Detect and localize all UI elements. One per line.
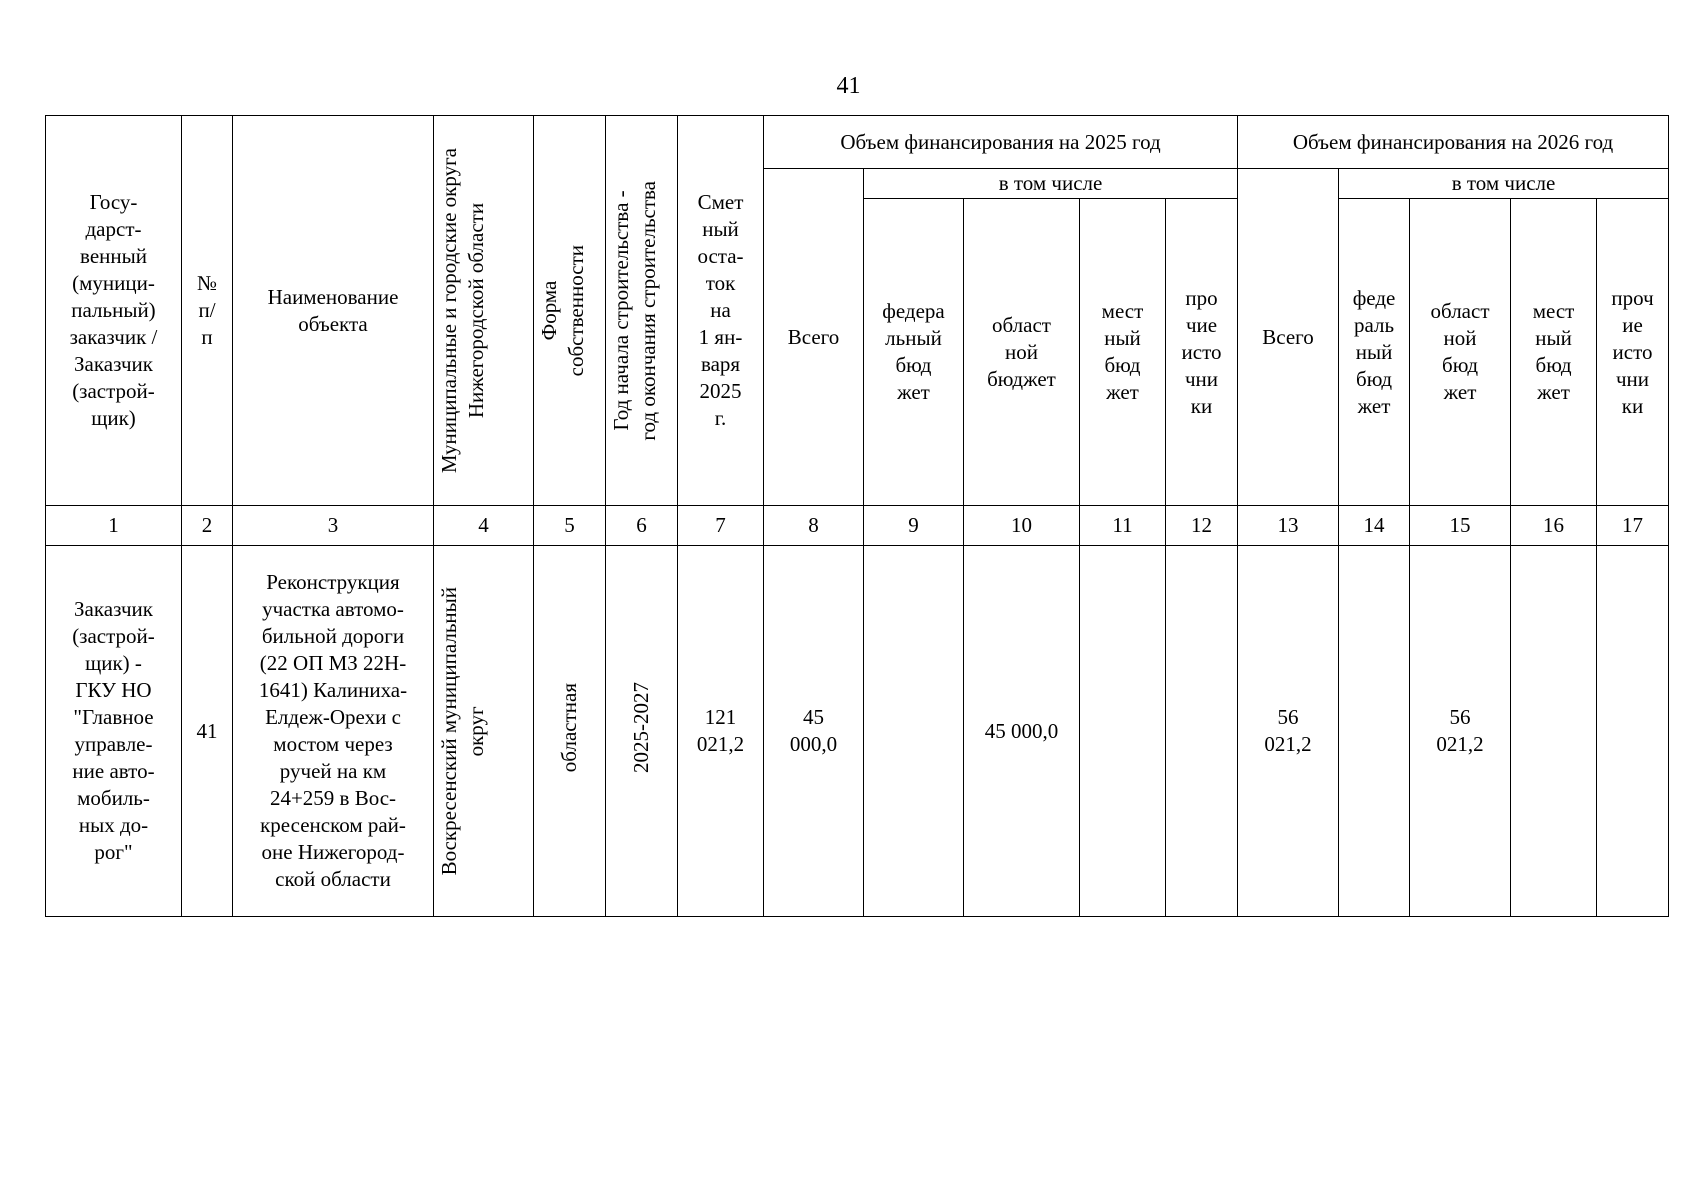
header-financing-2026: Объем финансирования на 2026 год <box>1238 116 1669 169</box>
header-ownership: Форма собственности <box>534 116 606 506</box>
column-number: 8 <box>764 506 864 546</box>
cell-total-2025: 45 000,0 <box>764 546 864 917</box>
header-number: № п/ п <box>182 116 233 506</box>
header-row-1 <box>46 116 1669 169</box>
header-regional-2025: област ной бюджет <box>964 199 1080 506</box>
header-customer: Госу- дарст- венный (муници- пальный) заказчик / Заказчик (застрой- щик) <box>46 116 182 506</box>
column-number: 14 <box>1339 506 1410 546</box>
financing-table <box>45 115 1669 917</box>
header-federal-2026: феде раль ный бюд жет <box>1339 199 1410 506</box>
header-financing-2025: Объем финансирования на 2025 год <box>764 116 1238 169</box>
column-number: 4 <box>434 506 534 546</box>
header-object-name: Наименование объекта <box>233 116 434 506</box>
cell-local-2026 <box>1511 546 1597 917</box>
cell-local-2025 <box>1080 546 1166 917</box>
header-district: Муниципальные и городские округа Нижегородской области <box>434 116 534 506</box>
cell-district: Воскресенский муниципальный округ <box>434 546 534 917</box>
cell-customer: Заказчик (застрой- щик) - ГКУ НО "Главное управле- ние авто- мобиль- ных до- рог" <box>46 546 182 917</box>
header-including-2025: в том числе <box>864 169 1238 199</box>
header-local-2026: мест ный бюд жет <box>1511 199 1597 506</box>
header-total-2026: Всего <box>1238 169 1339 506</box>
cell-regional-2026: 56 021,2 <box>1410 546 1511 917</box>
header-regional-2026: област ной бюд жет <box>1410 199 1511 506</box>
cell-other-2025 <box>1166 546 1238 917</box>
header-years: Год начала строительства - год окончания строительства <box>606 116 678 506</box>
column-number: 2 <box>182 506 233 546</box>
cell-federal-2026 <box>1339 546 1410 917</box>
cell-federal-2025 <box>864 546 964 917</box>
column-number: 10 <box>964 506 1080 546</box>
page-number: 41 <box>836 73 861 99</box>
header-other-2026: проч ие исто чни ки <box>1597 199 1669 506</box>
cell-total-2026: 56 021,2 <box>1238 546 1339 917</box>
cell-ownership: областная <box>534 546 606 917</box>
column-number: 13 <box>1238 506 1339 546</box>
cell-object-name: Реконструкция участка автомо- бильной дороги (22 ОП МЗ 22Н- 1641) Калиниха- Елдеж-Орехи с мостом через ручей на км 24+259 в Вос- кресенском рай- оне Нижегород- ской области <box>233 546 434 917</box>
header-local-2025: мест ный бюд жет <box>1080 199 1166 506</box>
header-estimated-balance: Смет ный оста- ток на 1 ян- варя 2025 г. <box>678 116 764 506</box>
header-total-2025: Всего <box>764 169 864 506</box>
column-number: 16 <box>1511 506 1597 546</box>
header-federal-2025: федера льный бюд жет <box>864 199 964 506</box>
header-other-2025: про чие исто чни ки <box>1166 199 1238 506</box>
header-including-2026: в том числе <box>1339 169 1669 199</box>
column-number: 5 <box>534 506 606 546</box>
cell-other-2026 <box>1597 546 1669 917</box>
cell-number: 41 <box>182 546 233 917</box>
column-number: 1 <box>46 506 182 546</box>
column-number: 7 <box>678 506 764 546</box>
column-number: 9 <box>864 506 964 546</box>
column-number: 6 <box>606 506 678 546</box>
column-number: 12 <box>1166 506 1238 546</box>
column-number-row <box>46 506 1669 546</box>
column-number: 11 <box>1080 506 1166 546</box>
column-number: 3 <box>233 506 434 546</box>
cell-regional-2025: 45 000,0 <box>964 546 1080 917</box>
table-row <box>46 546 1669 917</box>
column-number: 17 <box>1597 506 1669 546</box>
column-number: 15 <box>1410 506 1511 546</box>
cell-estimated-balance: 121 021,2 <box>678 546 764 917</box>
cell-years: 2025-2027 <box>606 546 678 917</box>
